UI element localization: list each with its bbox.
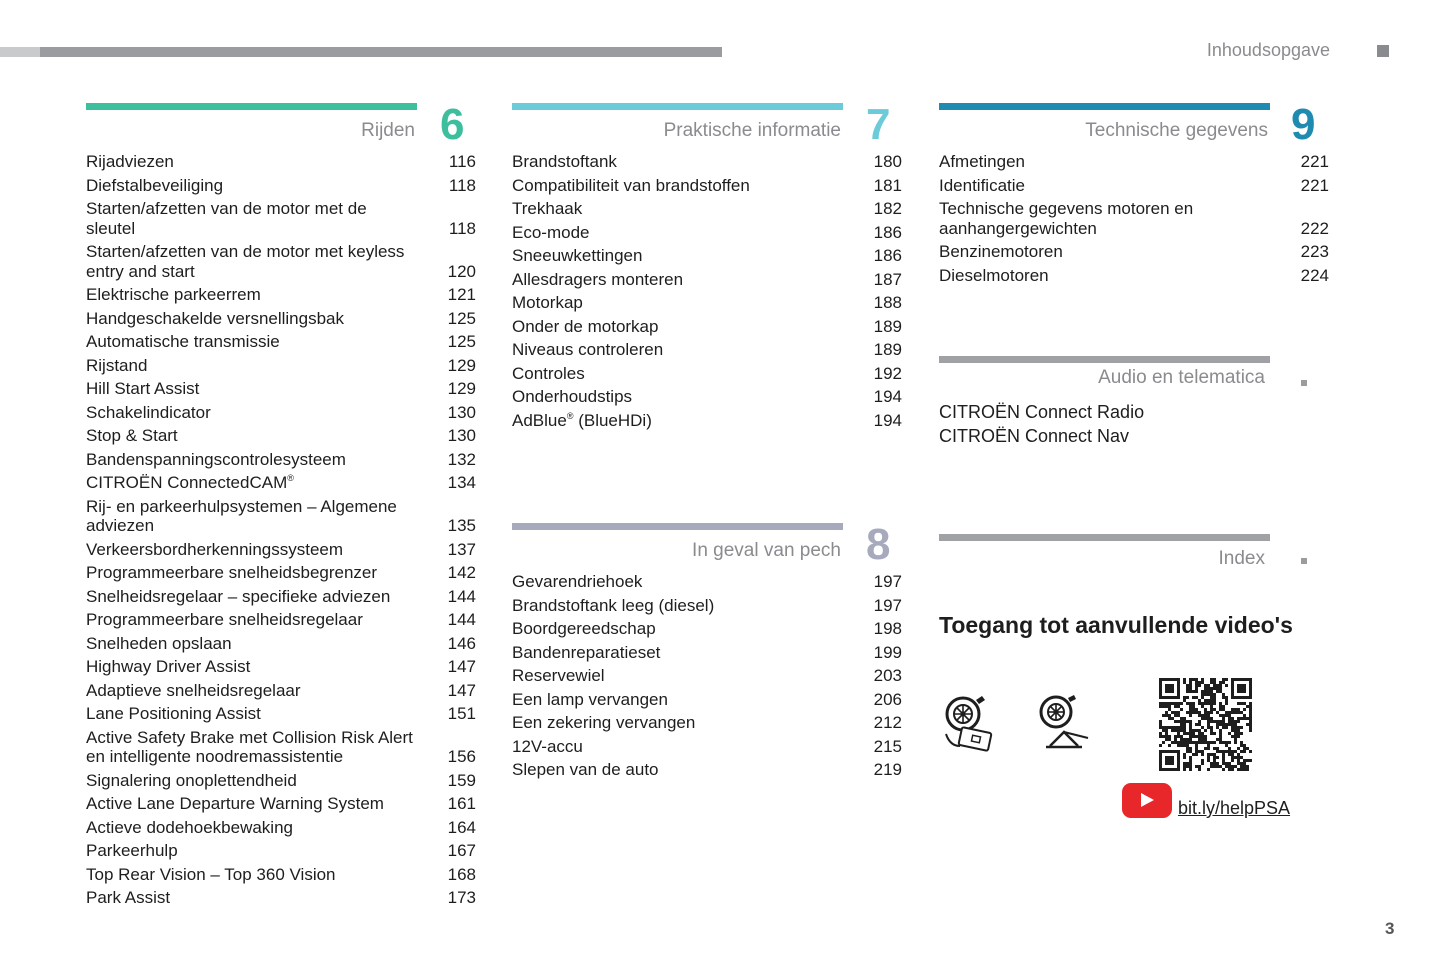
- toc-rijden: [86, 152, 476, 912]
- toc-entry-page: 223: [1300, 242, 1329, 261]
- toc-entry[interactable]: [512, 619, 902, 639]
- section-index-bar: [939, 534, 1270, 541]
- toc-entry-label: Rijadviezen: [86, 152, 174, 171]
- registered-mark: ®: [287, 473, 294, 483]
- toc-entry-label: Signalering onoplettendheid: [86, 770, 297, 790]
- toc-entry[interactable]: [86, 285, 476, 305]
- toc-entry[interactable]: [512, 152, 902, 172]
- audio-list: [939, 400, 1299, 448]
- toc-entry-label: Stop & Start: [86, 426, 178, 445]
- toc-entry[interactable]: [86, 403, 476, 423]
- header-bar: [0, 47, 722, 57]
- tire-jack-icon: [1036, 694, 1094, 752]
- toc-entry-page: 192: [873, 363, 902, 383]
- toc-entry[interactable]: [512, 596, 902, 616]
- section-praktisch-number: 7: [866, 100, 891, 149]
- section-audio-title: Audio en telematica: [1098, 367, 1265, 388]
- toc-entry-page: 197: [873, 595, 902, 615]
- toc-entry-page: 161: [447, 794, 476, 813]
- toc-entry-label: Eco-mode: [512, 222, 590, 242]
- toc-entry[interactable]: [939, 266, 1329, 286]
- toc-entry-label: Top Rear Vision – Top 360 Vision: [86, 864, 336, 884]
- audio-item: CITROËN Connect Radio: [939, 402, 1145, 422]
- toc-entry-page: 186: [873, 246, 902, 265]
- toc-entry-page: 173: [447, 888, 476, 907]
- toc-entry-label: Onderhoudstips: [512, 387, 633, 406]
- toc-entry[interactable]: [512, 340, 902, 360]
- section-praktisch-bar: [512, 103, 843, 110]
- toc-entry-label: Active Lane Departure Warning System: [86, 794, 384, 813]
- toc-entry[interactable]: [86, 497, 476, 536]
- toc-entry-page: 134: [447, 473, 476, 492]
- toc-entry[interactable]: [939, 176, 1329, 196]
- toc-entry[interactable]: [512, 643, 902, 663]
- toc-entry-label: AdBlue: [512, 410, 567, 430]
- toc-entry-label: Gevarendriehoek: [512, 572, 643, 591]
- toc-entry-page: 215: [873, 736, 902, 756]
- toc-entry-page: 212: [873, 713, 902, 732]
- toc-entry-label: Automatische transmissie: [86, 332, 280, 351]
- youtube-play-icon: [1141, 793, 1154, 807]
- toc-entry-page: 197: [873, 572, 902, 591]
- section-rijden-bar: [86, 103, 417, 110]
- toc-entry[interactable]: [86, 332, 476, 352]
- toc-entry-label: Highway Driver Assist: [86, 657, 251, 676]
- toc-entry-page: 180: [873, 152, 902, 171]
- toc-entry-label: Identificatie: [939, 175, 1025, 195]
- toc-entry-label: Reservewiel: [512, 666, 605, 685]
- toc-entry-page: 130: [447, 426, 476, 445]
- toc-entry-page: 144: [447, 586, 476, 606]
- toc-entry[interactable]: [86, 563, 476, 583]
- header-square-icon: [1377, 45, 1389, 57]
- toc-entry-page: 118: [448, 218, 476, 238]
- toc-entry-label: Adaptieve snelheidsregelaar: [86, 680, 301, 700]
- toc-entry[interactable]: [512, 223, 902, 243]
- toc-entry[interactable]: [86, 356, 476, 376]
- toc-entry-label: Motorkap: [512, 293, 583, 312]
- toc-entry-label: 12V-accu: [512, 736, 583, 756]
- toc-entry-page: 221: [1300, 175, 1329, 195]
- toc-praktisch: [512, 152, 902, 434]
- toc-entry[interactable]: [512, 690, 902, 710]
- toc-entry-page: 135: [447, 516, 476, 535]
- toc-entry[interactable]: [86, 176, 476, 196]
- toc-entry[interactable]: [86, 681, 476, 701]
- toc-entry-page: 120: [447, 261, 476, 281]
- toc-entry-page: 144: [447, 610, 476, 629]
- toc-entry[interactable]: [86, 199, 476, 238]
- toc-entry-page: 221: [1300, 152, 1329, 171]
- toc-entry-page: 219: [873, 760, 902, 779]
- toc-entry-page: 187: [873, 269, 902, 289]
- toc-entry[interactable]: [86, 450, 476, 470]
- toc-entry-page: 137: [447, 539, 476, 559]
- toc-entry-page: 130: [447, 402, 476, 422]
- toc-entry[interactable]: [86, 704, 476, 724]
- toc-entry[interactable]: [86, 473, 476, 493]
- toc-entry[interactable]: [512, 411, 902, 431]
- toc-entry-page: 203: [873, 666, 902, 685]
- header-title: Inhoudsopgave: [1206, 40, 1330, 60]
- toc-entry-label: Park Assist: [86, 888, 171, 907]
- toc-entry-page: 129: [447, 379, 476, 398]
- section-index-title: Index: [1218, 548, 1265, 569]
- toc-entry[interactable]: [939, 152, 1329, 172]
- section-rijden-number: 6: [440, 100, 465, 149]
- toc-entry-label: Sneeuwkettingen: [512, 246, 643, 265]
- toc-entry[interactable]: [86, 888, 476, 908]
- toc-entry-label: Niveaus controleren: [512, 340, 664, 359]
- toc-entry-label: Verkeersbordherkenningssysteem: [86, 539, 344, 559]
- section-pech-number: 8: [866, 520, 891, 569]
- toc-entry-label: Snelheidsregelaar – specifieke adviezen: [86, 586, 391, 606]
- toc-entry-page: 189: [873, 316, 902, 336]
- toc-entry-label: Rij- en parkeerhulpsystemen – Algemene adviezen: [86, 496, 397, 535]
- audio-item: CITROËN Connect Nav: [939, 426, 1130, 446]
- toc-entry-page: 189: [873, 340, 902, 359]
- toc-entry-page: 146: [447, 633, 476, 653]
- toc-entry-label: Brandstoftank: [512, 152, 617, 171]
- toc-entry-label: Schakelindicator: [86, 402, 211, 422]
- toc-entry-label: Boordgereedschap: [512, 619, 656, 638]
- section-index: [939, 534, 1329, 574]
- toc-entry[interactable]: [512, 713, 902, 733]
- toc-entry[interactable]: [939, 242, 1329, 262]
- section-rijden: [86, 100, 476, 149]
- toc-entry-label: Lane Positioning Assist: [86, 704, 261, 723]
- toc-entry-label: Afmetingen: [939, 152, 1025, 171]
- toc-entry[interactable]: [86, 865, 476, 885]
- toc-entry[interactable]: [86, 540, 476, 560]
- toc-entry-label: Dieselmotoren: [939, 265, 1049, 285]
- toc-entry-label: CITROËN ConnectedCAM: [86, 473, 288, 492]
- toc-entry-label: Hill Start Assist: [86, 379, 200, 398]
- toc-entry-label: Starten/afzetten van de motor met de sleutel: [86, 199, 367, 238]
- toc-entry[interactable]: [512, 572, 902, 592]
- toc-technisch: [939, 152, 1329, 289]
- toc-entry[interactable]: [86, 309, 476, 329]
- youtube-icon[interactable]: [1122, 783, 1172, 818]
- toc-entry-page: 125: [447, 308, 476, 328]
- toc-entry[interactable]: [86, 818, 476, 838]
- toc-entry-page: 164: [447, 817, 476, 837]
- toc-entry-page: 147: [447, 680, 476, 700]
- toc-entry[interactable]: [86, 728, 476, 767]
- toc-entry-page: 194: [873, 410, 902, 430]
- toc-entry-label: Bandenspanningscontrolesysteem: [86, 449, 346, 469]
- toc-entry-page: 199: [873, 642, 902, 662]
- tire-repair-kit-icon: [940, 694, 996, 754]
- toc-entry-page: 186: [873, 222, 902, 242]
- toc-entry-label: Slepen van de auto: [512, 760, 659, 779]
- toc-entry-page: 206: [873, 689, 902, 709]
- toc-entry-label: Parkeerhulp: [86, 841, 178, 860]
- toc-entry-page: 151: [447, 704, 476, 723]
- toc-entry-label: Rijstand: [86, 355, 148, 375]
- toc-entry[interactable]: [512, 364, 902, 384]
- toc-entry[interactable]: [512, 737, 902, 757]
- toc-entry-label: Active Safety Brake met Collision Risk Alert en intelligente noodremassistentie: [86, 727, 413, 766]
- section-technisch-bar: [939, 103, 1270, 110]
- toc-entry[interactable]: [86, 152, 476, 172]
- toc-entry[interactable]: [939, 199, 1329, 238]
- toc-entry-label: Handgeschakelde versnellingsbak: [86, 308, 344, 328]
- toc-entry[interactable]: [86, 379, 476, 399]
- qr-code-icon[interactable]: [1159, 678, 1252, 771]
- registered-mark: ®: [566, 410, 574, 421]
- section-audio-marker-icon: [1301, 380, 1307, 386]
- toc-entry-label: Trekhaak: [512, 199, 583, 218]
- toc-entry-label: Een zekering vervangen: [512, 713, 696, 732]
- toc-entry-page: 116: [448, 152, 476, 171]
- toc-entry-label: Onder de motorkap: [512, 316, 659, 336]
- toc-entry-label: Controles: [512, 363, 585, 383]
- header-bar-fade: [0, 47, 40, 57]
- toc-entry-page: 168: [447, 864, 476, 884]
- section-technisch: [939, 100, 1329, 149]
- toc-entry-page: 181: [873, 175, 902, 195]
- toc-entry-page: 132: [447, 449, 476, 469]
- toc-entry[interactable]: [512, 760, 902, 780]
- videos-title: Toegang tot aanvullende video's: [939, 612, 1293, 638]
- toc-entry-label: Snelheden opslaan: [86, 633, 232, 653]
- toc-entry[interactable]: [512, 176, 902, 196]
- toc-entry[interactable]: [86, 657, 476, 677]
- toc-entry-label: Bandenreparatieset: [512, 642, 661, 662]
- toc-entry[interactable]: [86, 426, 476, 446]
- toc-entry-label: Programmeerbare snelheidsbegrenzer: [86, 563, 378, 582]
- toc-entry-page: 188: [873, 293, 902, 312]
- section-pech-bar: [512, 523, 843, 530]
- toc-entry-page: 159: [447, 770, 476, 790]
- toc-entry-page: 198: [873, 619, 902, 638]
- section-rijden-title: Rijden: [361, 120, 415, 141]
- toc-entry-label: Elektrische parkeerrem: [86, 285, 261, 304]
- toc-entry[interactable]: [86, 587, 476, 607]
- toc-entry-label: Benzinemotoren: [939, 242, 1063, 261]
- toc-entry[interactable]: [86, 771, 476, 791]
- toc-entry[interactable]: [512, 666, 902, 686]
- toc-entry-page: 147: [447, 657, 476, 676]
- toc-entry-page: 129: [447, 355, 476, 375]
- toc-entry-label: Actieve dodehoekbewaking: [86, 817, 293, 837]
- toc-entry-label: Brandstoftank leeg (diesel): [512, 595, 715, 615]
- toc-entry-page: 182: [873, 199, 902, 218]
- section-audio: [939, 356, 1329, 396]
- section-index-marker-icon: [1301, 558, 1307, 564]
- page-number: 3: [1385, 919, 1395, 938]
- toc-entry[interactable]: [512, 387, 902, 407]
- toc-entry-page: 118: [448, 175, 476, 195]
- toc-entry-label: Een lamp vervangen: [512, 689, 668, 709]
- toc-entry-page: 156: [447, 747, 476, 766]
- toc-entry-label: Diefstalbeveiliging: [86, 175, 224, 195]
- toc-entry-label: Allesdragers monteren: [512, 269, 684, 289]
- toc-entry-page: 224: [1300, 265, 1329, 285]
- toc-entry[interactable]: [512, 293, 902, 313]
- toc-entry[interactable]: [512, 246, 902, 266]
- toc-entry-page: 125: [447, 332, 476, 351]
- toc-entry[interactable]: [86, 794, 476, 814]
- toc-entry-page: 167: [447, 841, 476, 860]
- section-audio-bar: [939, 356, 1270, 363]
- toc-entry[interactable]: [86, 610, 476, 630]
- toc-entry[interactable]: [86, 634, 476, 654]
- toc-entry-page: 121: [447, 285, 476, 304]
- section-technisch-title: Technische gegevens: [1085, 120, 1268, 141]
- toc-entry[interactable]: [512, 317, 902, 337]
- section-praktisch-title: Praktische informatie: [663, 120, 841, 141]
- toc-entry[interactable]: [512, 199, 902, 219]
- toc-entry-suffix: (BlueHDi): [573, 410, 652, 430]
- section-pech: [512, 520, 902, 569]
- video-link[interactable]: bit.ly/helpPSA: [1178, 798, 1291, 818]
- section-praktisch: [512, 100, 902, 149]
- section-technisch-number: 9: [1291, 100, 1316, 149]
- toc-entry-page: 142: [447, 563, 476, 582]
- toc-entry[interactable]: [86, 242, 476, 281]
- section-pech-title: In geval van pech: [692, 540, 841, 561]
- toc-pech: [512, 572, 902, 784]
- toc-entry-label: Compatibiliteit van brandstoffen: [512, 175, 750, 195]
- toc-entry-label: Starten/afzetten van de motor met keyless entry and start: [86, 242, 405, 281]
- toc-entry[interactable]: [86, 841, 476, 861]
- toc-entry[interactable]: [512, 270, 902, 290]
- toc-entry-page: 194: [873, 387, 902, 406]
- toc-entry-label: Programmeerbare snelheidsregelaar: [86, 610, 363, 629]
- toc-entry-page: 222: [1300, 218, 1329, 238]
- toc-entry-label: Technische gegevens motoren en aanhangergewichten: [939, 199, 1194, 238]
